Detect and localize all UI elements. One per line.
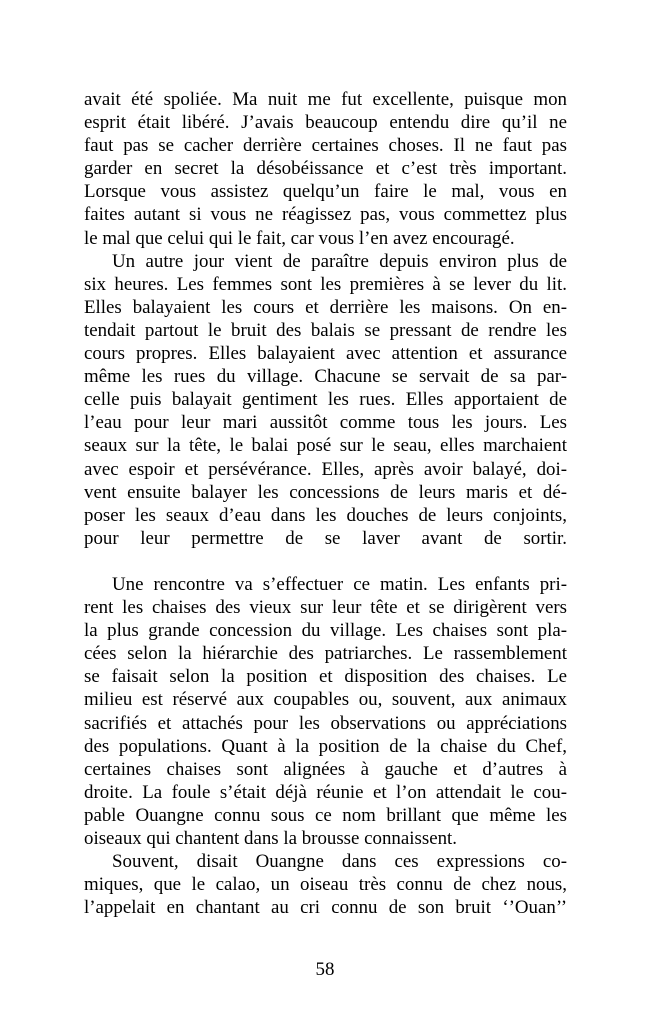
text-line: faut pas se cacher derrière certaines choses. Il ne faut pas bbox=[84, 135, 567, 157]
text-line: pour leur permettre de se laver avant de sortir. bbox=[84, 527, 567, 549]
page-number: 58 bbox=[315, 959, 335, 980]
text-line: rent les chaises des vieux sur leur tête et se dirigèrent vers bbox=[84, 597, 567, 619]
text-line: cours propres. Elles balayaient avec attention et assurance bbox=[84, 343, 567, 365]
text-line: six heures. Les femmes sont les premières à se lever du lit. bbox=[84, 273, 567, 295]
text-line: miques, que le calao, un oiseau très connu de chez nous, bbox=[84, 874, 567, 896]
text-line: droite. La foule s’était déjà réunie et l’on attendait le cou- bbox=[84, 781, 567, 803]
text-line: l’eau pour leur mari aussitôt comme tous les jours. Les bbox=[84, 412, 567, 434]
text-line: se faisait selon la position et disposition des chaises. Le bbox=[84, 666, 567, 688]
text-line: oiseaux qui chantent dans la brousse connaissent. bbox=[84, 828, 457, 849]
text-line: Souvent, disait Ouangne dans ces expressions co- bbox=[112, 851, 567, 873]
paragraph-1 bbox=[84, 88, 567, 250]
text-line: celle puis balayait gentiment les rues. Elles apportaient de bbox=[84, 389, 567, 411]
paragraph-2 bbox=[84, 250, 567, 573]
text-line: vent ensuite balayer les concessions de leurs maris et dé- bbox=[84, 481, 567, 503]
text-line: sacrifiés et attachés pour les observations ou appréciations bbox=[84, 712, 567, 734]
text-line: Lorsque vous assistez quelqu’un faire le mal, vous en bbox=[84, 181, 567, 203]
text-line: Un autre jour vient de paraître depuis environ plus de bbox=[112, 250, 567, 272]
paragraph-3 bbox=[84, 573, 567, 850]
text-line: la plus grande concession du village. Les chaises sont pla- bbox=[84, 620, 567, 642]
text-line: Elles balayaient les cours et derrière les maisons. On en- bbox=[84, 296, 567, 318]
text-line: cées selon la hiérarchie des patriarches. Le rassemblement bbox=[84, 643, 567, 665]
text-line: l’appelait en chantant au cri connu de son bruit ‘’Ouan’’ bbox=[84, 897, 567, 919]
text-line: avec espoir et persévérance. Elles, après avoir balayé, doi- bbox=[84, 458, 567, 480]
text-line: tendait partout le bruit des balais se pressant de rendre les bbox=[84, 319, 567, 341]
text-line: esprit était libéré. J’avais beaucoup entendu dire qu’il ne bbox=[84, 112, 567, 134]
text-line: garder en secret la désobéissance et c’est très important. bbox=[84, 158, 567, 180]
text-line: le mal que celui qui le fait, car vous l’en avez encouragé. bbox=[84, 227, 515, 249]
text-line: des populations. Quant à la position de la chaise du Chef, bbox=[84, 735, 567, 757]
text-line: avait été spoliée. Ma nuit me fut excellente, puisque mon bbox=[84, 89, 567, 110]
text-line: certaines chaises sont alignées à gauche et d’autres à bbox=[84, 758, 567, 780]
text-line: faites autant si vous ne réagissez pas, vous commettez plus bbox=[84, 204, 567, 226]
page-body bbox=[84, 88, 567, 919]
paragraph-4 bbox=[84, 850, 567, 919]
text-line: même les rues du village. Chacune se servait de sa par- bbox=[84, 366, 567, 388]
text-line: seaux sur la tête, le balai posé sur le seau, elles marchaient bbox=[84, 435, 567, 457]
text-line: milieu est réservé aux coupables ou, souvent, aux animaux bbox=[84, 689, 567, 711]
text-line: Une rencontre va s’effectuer ce matin. Les enfants pri- bbox=[112, 573, 567, 595]
text-line bbox=[84, 550, 567, 573]
text-line: pable Ouangne connu sous ce nom brillant que même les bbox=[84, 804, 567, 826]
text-line: poser les seaux d’eau dans les douches de leurs conjoints, bbox=[84, 504, 567, 526]
